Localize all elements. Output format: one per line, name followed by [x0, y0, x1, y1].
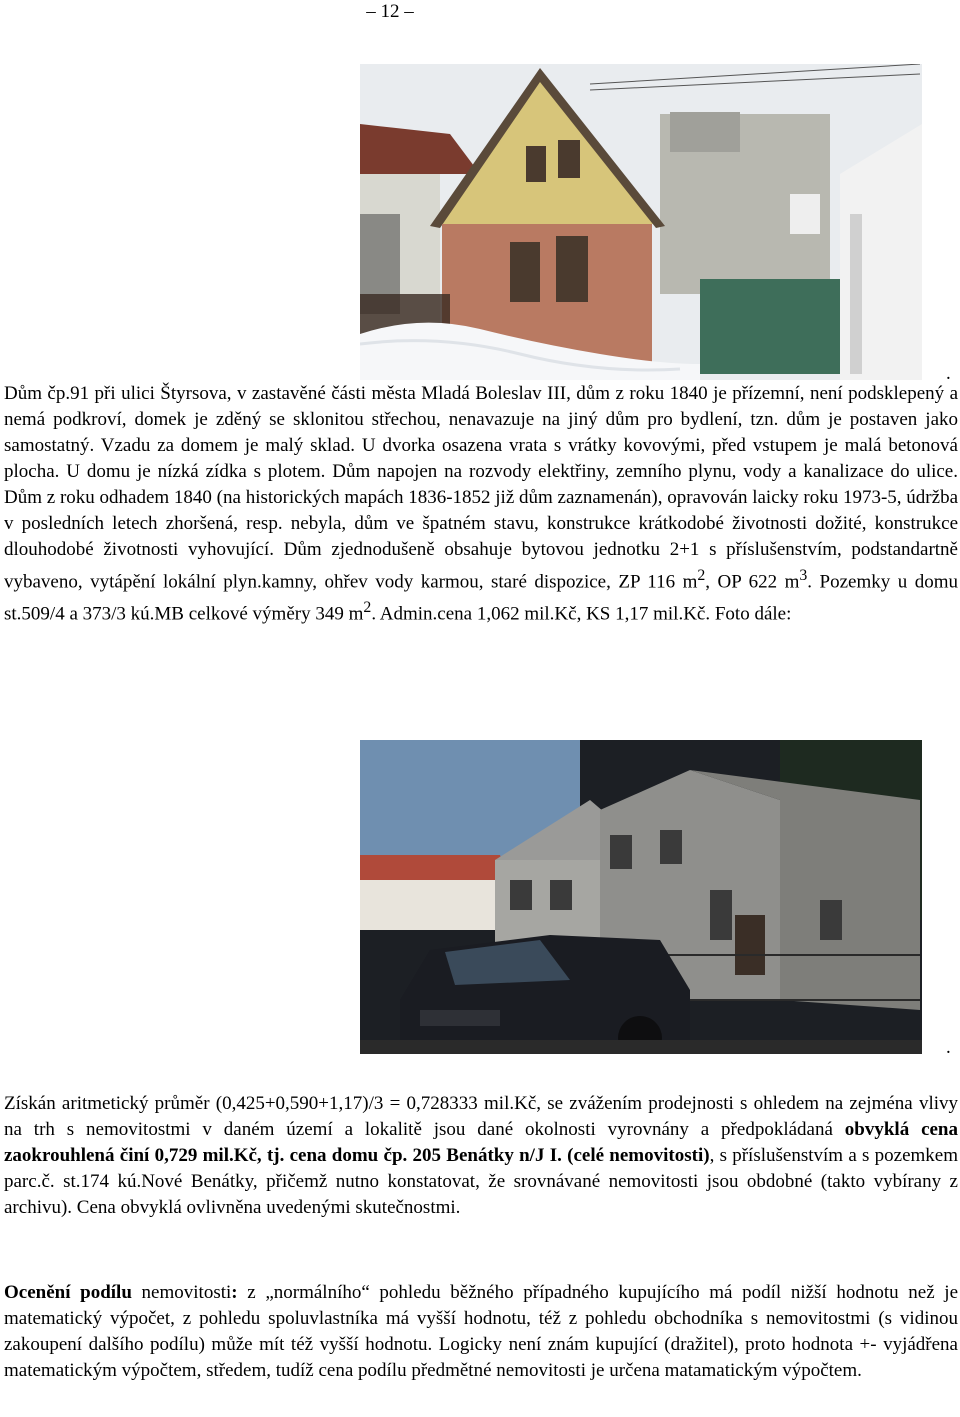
p2-bold2: (celé nemovitosti) — [567, 1145, 710, 1166]
p3-bold2: : — [231, 1282, 238, 1303]
p1-sup2: 3 — [799, 567, 808, 584]
p1-text: 91 při ulici Štyrsova, v zastavěné části města Mladá Boleslav III, dům z roku 1840 je přízemní, není podsklepený a nemá podkroví, domek je zděný se sklonitou střechou, nenavazuje na jiný dům pro bydlení, tzn. dům je postaven jako samostatný. Vzadu za domem je malý sklad. U dvorka osazena vrata s vrátky kovovými, před vstupem je malá betonová plocha. U domu je nízká zídka s plotem. Dům napojen na rozvody elektřiny, zemního plynu, vody a kanalizace do ulice. Dům z roku odhadem 1840 (na historických mapách 1836-1852 již dům zaznamenán), opravován laicky roku 1973-5, údržba v posledních letech zhoršená, resp. nebyla, dům ve špatném stavu, konstrukce krátkodobé životnosti dožité, konstrukce dlouhodobé životnosti vyhovující. Dům zjednodušeně obsahuje bytovou jednotku 2+1 s příslušenstvím, podstandartně vybaveno, vytápění lokální plyn.kamny, ohřev vody karmou, staré dispozice, ZP 116 m — [4, 383, 958, 593]
page-number: – 12 – — [366, 1, 414, 22]
p3-text2: z „normálního“ pohledu běžného případného kupujícího má podíl nižší hodnotu než je matematický výpočet, z pohledu spoluvlastníka má vyšší hodnotu, též z pohledu obchodníka s nemovitostmi (s vidinou zakoupení dalšího podílu) může mít též vyšší hodnotu. Logicky není znám kupující (dražitel), proto hodnota +- vyjádřena matematickým výpočtem, středem, tudíž cena podílu předmětné nemovitosti je určena matamatickým výpočtem. — [4, 1282, 958, 1381]
p1-mid1: , OP 622 m — [705, 571, 800, 593]
p3-bold1: Ocenění podílu — [4, 1282, 132, 1303]
p3-text1: nemovitosti — [131, 1282, 232, 1303]
house-photo-1 — [360, 64, 922, 380]
paragraph-house-description — [4, 381, 958, 628]
photo2-dot: . — [946, 1037, 951, 1058]
p2-bold1: obvyklá cena zaokrouhlená činí 0,729 mil.Kč, tj. cena domu čp. 205 Benátky n/J I. — [4, 1119, 958, 1166]
p1-sup3: 2 — [363, 599, 372, 617]
p1-mid2: . Pozemky u domu st.509/4 a 373/3 kú.MB celkové výměry 349 m — [4, 571, 958, 625]
photo1-dot: . — [946, 363, 951, 384]
paragraph-share-valuation — [4, 1280, 958, 1384]
p1-sup1: 2 — [697, 567, 706, 584]
paragraph-price-calculation — [4, 1091, 958, 1221]
p1-lead: Dům čp. — [4, 383, 71, 404]
house-photo-2 — [360, 740, 922, 1054]
p2-text1: Získán aritmetický průměr (0,425+0,590+1,17)/3 = 0,728333 mil.Kč, se zvážením prodejnosti s ohledem na zejména vlivy na trh s nemovitostmi v daném území a lokalitě jsou dané okolnosti vyrovnány a předpokládaná — [4, 1093, 958, 1140]
p2-text3: , s příslušenstvím a s pozemkem parc.č. st.174 kú.Nové Benátky, přičemž nutno konstatovat, že srovnávané nemovitosti jsou obdobné (takto vybírany z archivu). Cena obvyklá ovlivněna uvedenými skutečnostmi. — [4, 1145, 959, 1218]
p1-end: . Admin.cena 1,062 mil.Kč, KS 1,17 mil.Kč. Foto dále: — [371, 603, 792, 625]
